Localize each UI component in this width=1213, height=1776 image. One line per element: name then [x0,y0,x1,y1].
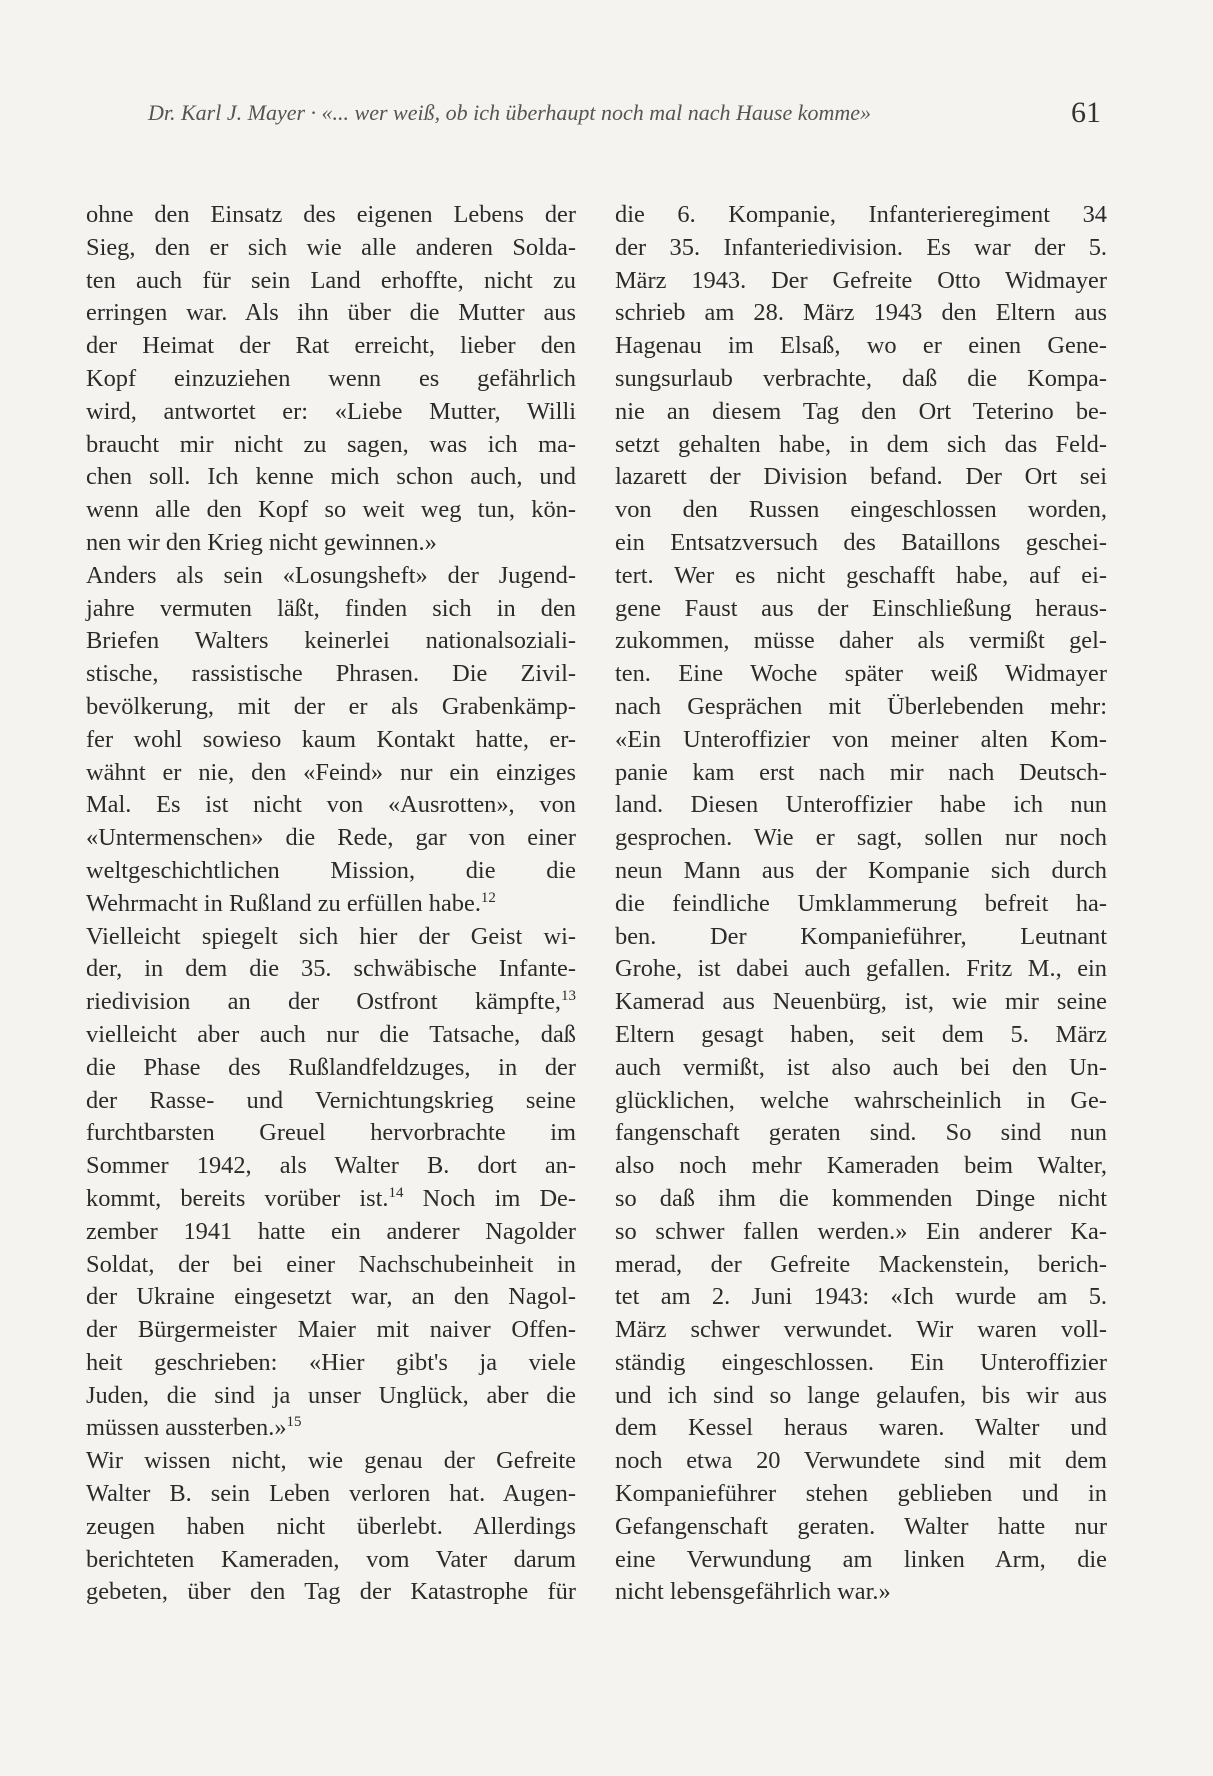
text-line [86,724,576,757]
line-text: jahre vermuten läßt, finden sich in den [86,594,576,622]
text-line [86,1183,576,1216]
line-text: lazarett der Division befand. Der Ort sei [615,463,1107,491]
line-text: die 6. Kompanie, Infanterieregiment 34 [615,201,1107,228]
line-text: der 35. Infanteriedivision. Es war der 5. [615,233,1107,261]
text-line [86,757,576,790]
line-text: bevölkerung, mit der er als Grabenkämp- [86,692,576,720]
line-text: Kamerad aus Neuenbürg, ist, wie mir seine [615,988,1107,1016]
text-line [86,1216,576,1249]
text-line [86,265,576,298]
line-text: Soldat, der bei einer Nachschubeinheit in [86,1250,576,1278]
line-text: Vielleicht spiegelt sich hier der Geist wi- [86,922,576,950]
text-line [615,330,1107,363]
line-text: so daß ihm die kommenden Dinge nicht [615,1184,1107,1212]
text-line [86,461,576,494]
text-line [615,396,1107,429]
line-text: glücklichen, welche wahrscheinlich in Ge- [615,1086,1107,1114]
text-line [615,1249,1107,1282]
text-line [86,1117,576,1150]
text-line [615,986,1107,1019]
line-text: Sommer 1942, als Walter B. dort an- [86,1152,576,1180]
line-text: ben. Der Kompanieführer, Leutnant [615,922,1107,950]
line-text: wenn alle den Kopf so weit weg tun, kön- [86,496,576,524]
line-text: erringen war. Als ihn über die Mutter aus [86,299,576,327]
text-line [615,199,1107,232]
text-line [86,921,576,954]
line-text-continued: Noch im De- [403,1184,577,1212]
text-line [86,232,576,265]
line-text: ten auch für sein Land erhoffte, nicht zu [86,266,576,294]
line-text: zeugen haben nicht überlebt. Allerdings [86,1512,576,1540]
text-line [86,953,576,986]
text-line [615,1183,1107,1216]
text-line [86,691,576,724]
line-text: März 1943. Der Gefreite Otto Widmayer [615,266,1107,294]
line-text: ein Entsatzversuch des Bataillons geschei- [615,528,1107,556]
line-text: Wehrmacht in Rußland zu erfüllen habe. [86,889,481,917]
text-line [615,1281,1107,1314]
text-line [86,330,576,363]
line-text: also noch mehr Kameraden beim Walter, [615,1152,1107,1180]
text-line [86,199,576,232]
line-text: heit geschrieben: «Hier gibt's ja viele [86,1348,576,1376]
line-text: nen wir den Krieg nicht gewinnen.» [86,528,437,556]
line-text: weltgeschichtlichen Mission, die die [86,856,576,884]
line-text: der Ukraine eingesetzt war, an den Nagol- [86,1283,576,1311]
text-line [86,593,576,626]
text-line [86,625,576,658]
text-line [615,855,1107,888]
line-text: kommt, bereits vorüber ist. [86,1184,389,1212]
text-line [86,1314,576,1347]
line-text: noch etwa 20 Verwundete sind mit dem [615,1447,1107,1475]
text-line [86,1052,576,1085]
line-text: die Phase des Rußlandfeldzuges, in der [86,1053,576,1081]
line-text: die feindliche Umklammerung befreit ha- [615,889,1107,917]
line-text: vielleicht aber auch nur die Tatsache, daß [86,1020,576,1048]
text-line [86,396,576,429]
line-text: müssen aussterben.» [86,1414,287,1442]
line-text: nicht lebensgefährlich war.» [615,1578,891,1606]
text-line [615,1412,1107,1445]
line-text: chen soll. Ich kenne mich schon auch, und [86,463,576,491]
text-line [86,297,576,330]
text-line [615,429,1107,462]
text-line [615,494,1107,527]
text-line [86,494,576,527]
text-line [86,1249,576,1282]
text-line [615,363,1107,396]
line-text: nie an diesem Tag den Ort Teterino be- [615,397,1107,425]
text-line [615,724,1107,757]
text-line [615,560,1107,593]
text-line [86,1511,576,1544]
line-text: land. Diesen Unteroffizier habe ich nun [615,791,1107,819]
line-text: ständig eingeschlossen. Ein Unteroffizier [615,1348,1107,1376]
line-text: der Rasse- und Vernichtungskrieg seine [86,1086,576,1114]
footnote-marker: 13 [561,988,576,1005]
text-line [615,527,1107,560]
text-line [86,527,576,560]
text-line [615,1380,1107,1413]
text-line [86,658,576,691]
line-text: Sieg, den er sich wie alle anderen Solda- [86,233,576,261]
line-text: «Ein Unteroffizier von meiner alten Kom- [615,725,1107,753]
line-text: Walter B. sein Leben verloren hat. Augen- [86,1480,576,1508]
line-text: der Bürgermeister Maier mit naiver Offen- [86,1316,576,1344]
line-text: berichteten Kameraden, vom Vater darum [86,1545,576,1573]
line-text: furchtbarsten Greuel hervorbrachte im [86,1119,576,1147]
text-line [615,658,1107,691]
right-text-column [615,199,1107,1609]
text-line [615,1511,1107,1544]
left-text-column [86,199,576,1609]
line-text: wird, antwortet er: «Liebe Mutter, Willi [86,397,576,425]
text-line [86,1019,576,1052]
line-text: Kopf einzuziehen wenn es gefährlich [86,364,576,392]
line-text: tert. Wer es nicht geschafft habe, auf ei- [615,561,1107,589]
text-line [86,429,576,462]
text-line [86,363,576,396]
text-line [86,1412,576,1445]
text-line [615,1019,1107,1052]
line-text: Juden, die sind ja unser Unglück, aber die [86,1381,576,1409]
line-text: Grohe, ist dabei auch gefallen. Fritz M., ein [615,955,1107,983]
text-line [86,1150,576,1183]
line-text: Hagenau im Elsaß, wo er einen Gene- [615,332,1107,360]
line-text: gene Faust aus der Einschließung heraus- [615,594,1107,622]
text-line [615,691,1107,724]
line-text: und ich sind so lange gelaufen, bis wir aus [615,1381,1107,1409]
line-text: fer wohl sowieso kaum Kontakt hatte, er- [86,725,576,753]
text-line [615,757,1107,790]
line-text: Gefangenschaft geraten. Walter hatte nur [615,1512,1107,1540]
text-line [615,625,1107,658]
line-text: ten. Eine Woche später weiß Widmayer [615,660,1107,688]
text-line [615,1445,1107,1478]
text-line [615,1216,1107,1249]
text-line [615,1150,1107,1183]
text-line [615,1085,1107,1118]
text-line [86,1347,576,1380]
line-text: stische, rassistische Phrasen. Die Zivil- [86,660,576,688]
text-line [86,888,576,921]
text-line [86,855,576,888]
line-text: panie kam erst nach mir nach Deutsch- [615,758,1107,786]
line-text: eine Verwundung am linken Arm, die [615,1545,1107,1573]
text-line [615,593,1107,626]
text-line [615,461,1107,494]
line-text: sungsurlaub verbrachte, daß die Kompa- [615,364,1107,392]
text-line [615,921,1107,954]
line-text: zember 1941 hatte ein anderer Nagolder [86,1217,576,1245]
line-text: wähnt er nie, den «Feind» nur ein einziges [86,758,576,786]
line-text: tet am 2. Juni 1943: «Ich wurde am 5. [615,1283,1107,1311]
text-line [86,822,576,855]
line-text: nach Gesprächen mit Überlebenden mehr: [615,692,1107,720]
line-text: der Heimat der Rat erreicht, lieber den [86,332,576,360]
text-line [86,1576,576,1609]
text-line [615,1478,1107,1511]
line-text: so schwer fallen werden.» Ein anderer Ka- [615,1217,1107,1245]
text-line [86,1380,576,1413]
text-line [86,1281,576,1314]
text-line [615,1576,1107,1609]
line-text: fangenschaft geraten sind. So sind nun [615,1119,1107,1147]
line-text: Kompanieführer stehen geblieben und in [615,1480,1107,1508]
text-line [86,789,576,822]
footnote-marker: 14 [388,1184,404,1201]
text-line [86,560,576,593]
text-line [615,822,1107,855]
text-line [86,1478,576,1511]
text-line [615,888,1107,921]
text-line [615,265,1107,298]
line-text: neun Mann aus der Kompanie sich durch [615,856,1107,884]
line-text: Mal. Es ist nicht von «Ausrotten», von [86,791,576,819]
text-line [615,1052,1107,1085]
line-text: braucht mir nicht zu sagen, was ich ma- [86,430,576,458]
text-line [615,1544,1107,1577]
line-text: schrieb am 28. März 1943 den Eltern aus [615,299,1107,327]
line-text: Anders als sein «Losungsheft» der Jugend- [86,561,576,589]
line-text: «Untermenschen» die Rede, gar von einer [86,824,576,852]
text-line [615,1314,1107,1347]
line-text: der, in dem die 35. schwäbische Infante- [86,955,576,983]
line-text: gesprochen. Wie er sagt, sollen nur noch [615,824,1107,852]
text-line [86,1085,576,1118]
line-text: Eltern gesagt haben, seit dem 5. März [615,1020,1107,1048]
line-text: auch vermißt, ist also auch bei den Un- [615,1053,1107,1081]
text-line [615,232,1107,265]
line-text: merad, der Gefreite Mackenstein, berich- [615,1250,1107,1278]
text-line [86,1445,576,1478]
footnote-marker: 12 [480,889,496,906]
line-text: dem Kessel heraus waren. Walter und [615,1414,1107,1442]
page-number: 61 [1071,96,1101,129]
line-text: Wir wissen nicht, wie genau der Gefreite [86,1447,576,1475]
text-line [615,789,1107,822]
line-text: März schwer verwundet. Wir waren voll- [615,1316,1107,1344]
text-line [615,1347,1107,1380]
line-text: setzt gehalten habe, in dem sich das Feld- [615,430,1107,458]
text-line [86,986,576,1019]
line-text: gebeten, über den Tag der Katastrophe für [86,1578,576,1606]
line-text: von den Russen eingeschlossen worden, [615,496,1107,524]
line-text: zukommen, müsse daher als vermißt gel- [615,627,1107,655]
text-line [615,953,1107,986]
text-line [615,297,1107,330]
text-line [86,1544,576,1577]
text-line [615,1117,1107,1150]
line-text: riedivision an der Ostfront kämpfte, [86,988,561,1016]
running-head: Dr. Karl J. Mayer · «... wer weiß, ob ich überhaupt noch mal nach Hause komme» [148,100,872,125]
footnote-marker: 15 [286,1414,302,1431]
line-text: ohne den Einsatz des eigenen Lebens der [86,201,576,228]
line-text: Briefen Walters keinerlei nationalsoziali- [86,627,576,655]
